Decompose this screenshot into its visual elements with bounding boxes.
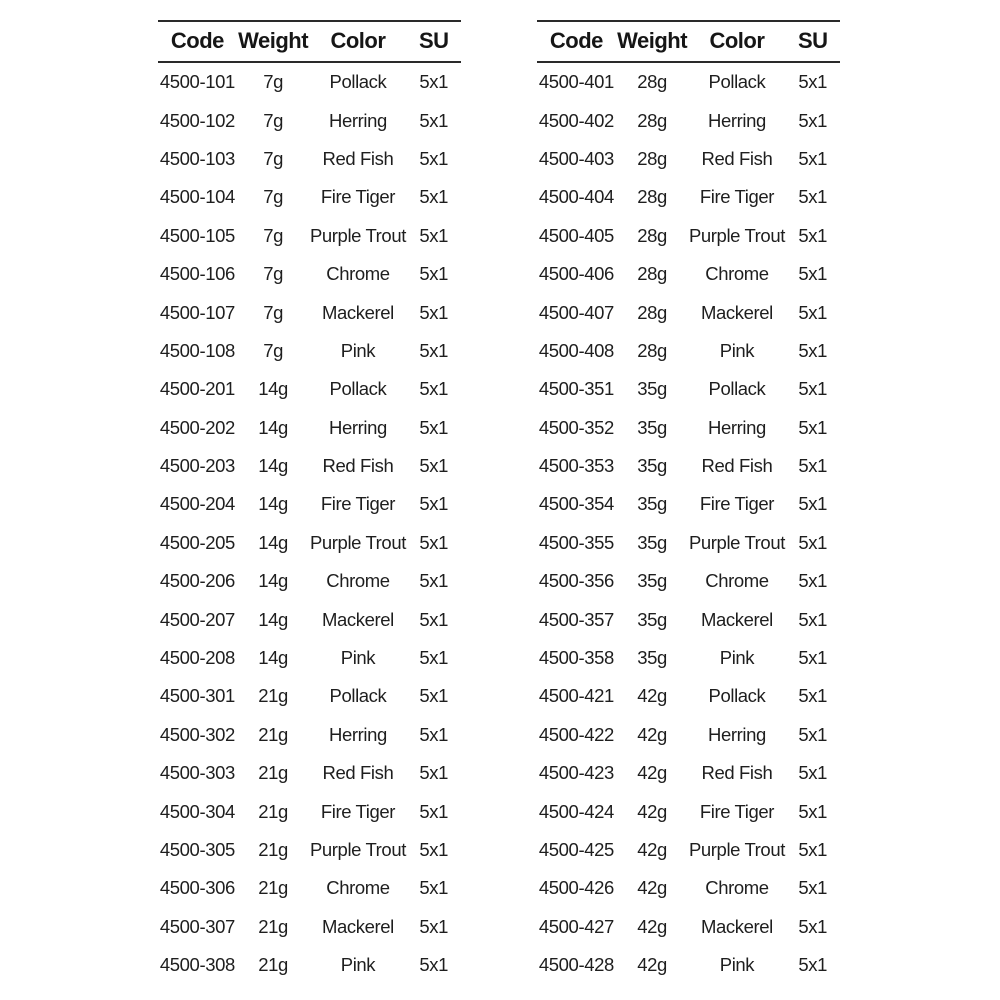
table-body-right: [537, 62, 840, 984]
weight-cell: 21g: [258, 915, 288, 937]
weight-cell: 28g: [637, 263, 667, 285]
table-row: [158, 754, 461, 792]
su-cell: 5x1: [798, 416, 828, 438]
color-cell: Pollack: [708, 378, 766, 400]
su-cell: 5x1: [798, 954, 828, 976]
color-cell: Fire Tiger: [699, 493, 775, 515]
color-cell: Red Fish: [701, 147, 773, 169]
weight-cell: 35g: [637, 378, 667, 400]
table-row: [158, 792, 461, 830]
color-cell: Pink: [340, 954, 376, 976]
su-cell: 5x1: [419, 800, 449, 822]
table-row: [158, 409, 461, 447]
table-row: [158, 140, 461, 178]
weight-cell: 28g: [637, 109, 667, 131]
table-row: [537, 447, 840, 485]
color-cell: Red Fish: [322, 147, 394, 169]
code-cell: 4500-108: [159, 339, 235, 361]
color-cell: Fire Tiger: [320, 186, 396, 208]
weight-cell: 42g: [637, 800, 667, 822]
su-cell: 5x1: [798, 762, 828, 784]
su-cell: 5x1: [419, 378, 449, 400]
code-cell: 4500-404: [538, 186, 614, 208]
color-cell: Red Fish: [322, 762, 394, 784]
code-cell: 4500-105: [159, 224, 235, 246]
spec-table-left: [158, 20, 461, 984]
code-cell: 4500-427: [538, 915, 614, 937]
su-cell: 5x1: [798, 877, 828, 899]
weight-cell: 28g: [637, 301, 667, 323]
code-cell: 4500-422: [538, 723, 614, 745]
color-cell: Mackerel: [701, 301, 773, 323]
color-cell: Mackerel: [322, 915, 394, 937]
code-cell: 4500-102: [159, 109, 235, 131]
su-cell: 5x1: [798, 570, 828, 592]
weight-cell: 7g: [263, 109, 284, 131]
col-header-weight: Weight: [617, 28, 688, 53]
table-row: [158, 485, 461, 523]
su-cell: 5x1: [419, 71, 449, 93]
weight-cell: 35g: [637, 493, 667, 515]
weight-cell: 7g: [263, 263, 284, 285]
table-row: [158, 639, 461, 677]
table-row: [158, 562, 461, 600]
su-cell: 5x1: [798, 531, 828, 553]
weight-cell: 35g: [637, 531, 667, 553]
color-cell: Purple Trout: [688, 531, 785, 553]
color-cell: Pink: [719, 647, 755, 669]
weight-cell: 7g: [263, 224, 284, 246]
su-cell: 5x1: [798, 839, 828, 860]
su-cell: 5x1: [798, 186, 828, 208]
color-cell: Mackerel: [322, 608, 394, 630]
code-cell: 4500-205: [159, 531, 235, 553]
code-cell: 4500-302: [159, 723, 235, 745]
table-body-left: [158, 62, 461, 984]
code-cell: 4500-357: [538, 608, 614, 630]
su-cell: 5x1: [419, 762, 449, 784]
weight-cell: 7g: [263, 186, 284, 208]
col-header-weight: Weight: [238, 28, 309, 53]
code-cell: 4500-307: [159, 915, 235, 937]
color-cell: Herring: [329, 416, 387, 438]
color-cell: Pink: [719, 954, 755, 976]
code-cell: 4500-425: [538, 839, 614, 860]
color-cell: Pollack: [329, 71, 387, 93]
color-cell: Pollack: [708, 685, 766, 707]
table-row: [537, 639, 840, 677]
table-row: [537, 946, 840, 984]
color-cell: Purple Trout: [688, 839, 785, 860]
color-cell: Purple Trout: [309, 224, 406, 246]
table-row: [158, 370, 461, 408]
weight-cell: 14g: [258, 416, 288, 438]
table-row: [158, 600, 461, 638]
weight-cell: 28g: [637, 224, 667, 246]
su-cell: 5x1: [419, 877, 449, 899]
color-cell: Mackerel: [322, 301, 394, 323]
code-cell: 4500-423: [538, 762, 614, 784]
code-cell: 4500-107: [159, 301, 235, 323]
su-cell: 5x1: [798, 647, 828, 669]
code-cell: 4500-204: [159, 493, 235, 515]
color-cell: Chrome: [705, 877, 769, 899]
color-cell: Pink: [340, 339, 376, 361]
color-cell: Purple Trout: [309, 839, 406, 860]
table-row: [537, 524, 840, 562]
code-cell: 4500-301: [159, 685, 235, 707]
table-row: [537, 831, 840, 869]
color-cell: Pollack: [329, 685, 387, 707]
table-row: [537, 869, 840, 907]
table-row: [158, 869, 461, 907]
weight-cell: 21g: [258, 800, 288, 822]
color-cell: Pollack: [708, 71, 766, 93]
weight-cell: 42g: [637, 915, 667, 937]
color-cell: Mackerel: [701, 608, 773, 630]
weight-cell: 7g: [263, 147, 284, 169]
table-row: [158, 217, 461, 255]
table-row: [158, 62, 461, 101]
code-cell: 4500-106: [159, 263, 235, 285]
color-cell: Herring: [329, 723, 387, 745]
su-cell: 5x1: [419, 109, 449, 131]
col-header-su: SU: [418, 28, 449, 53]
su-cell: 5x1: [419, 915, 449, 937]
weight-cell: 35g: [637, 608, 667, 630]
su-cell: 5x1: [419, 839, 449, 860]
su-cell: 5x1: [798, 301, 828, 323]
table-row: [537, 908, 840, 946]
color-cell: Fire Tiger: [320, 800, 396, 822]
su-cell: 5x1: [798, 800, 828, 822]
table-row: [158, 946, 461, 984]
weight-cell: 14g: [258, 378, 288, 400]
su-cell: 5x1: [798, 147, 828, 169]
code-cell: 4500-305: [159, 839, 235, 860]
table-row: [158, 332, 461, 370]
weight-cell: 21g: [258, 685, 288, 707]
table-row: [158, 908, 461, 946]
su-cell: 5x1: [798, 71, 828, 93]
color-cell: Pollack: [329, 378, 387, 400]
table-row: [537, 485, 840, 523]
code-cell: 4500-407: [538, 301, 614, 323]
table-row: [537, 716, 840, 754]
table-row: [537, 101, 840, 139]
weight-cell: 42g: [637, 839, 667, 860]
weight-cell: 28g: [637, 339, 667, 361]
color-cell: Pink: [340, 647, 376, 669]
weight-cell: 35g: [637, 647, 667, 669]
su-cell: 5x1: [798, 493, 828, 515]
table-row: [537, 754, 840, 792]
code-cell: 4500-103: [159, 147, 235, 169]
su-cell: 5x1: [798, 224, 828, 246]
table-row: [537, 562, 840, 600]
weight-cell: 21g: [258, 954, 288, 976]
table-row: [158, 831, 461, 869]
su-cell: 5x1: [419, 570, 449, 592]
weight-cell: 35g: [637, 570, 667, 592]
weight-cell: 21g: [258, 723, 288, 745]
su-cell: 5x1: [798, 723, 828, 745]
weight-cell: 28g: [637, 186, 667, 208]
table-row: [158, 677, 461, 715]
weight-cell: 28g: [637, 147, 667, 169]
table-row: [158, 255, 461, 293]
color-cell: Fire Tiger: [699, 186, 775, 208]
table-row: [537, 600, 840, 638]
color-cell: Chrome: [705, 570, 769, 592]
su-cell: 5x1: [419, 647, 449, 669]
su-cell: 5x1: [419, 186, 449, 208]
color-cell: Fire Tiger: [320, 493, 396, 515]
su-cell: 5x1: [798, 378, 828, 400]
code-cell: 4500-208: [159, 647, 235, 669]
weight-cell: 7g: [263, 71, 284, 93]
su-cell: 5x1: [419, 416, 449, 438]
color-cell: Herring: [329, 109, 387, 131]
su-cell: 5x1: [798, 263, 828, 285]
weight-cell: 42g: [637, 762, 667, 784]
code-cell: 4500-203: [159, 455, 235, 477]
code-cell: 4500-206: [159, 570, 235, 592]
weight-cell: 42g: [637, 877, 667, 899]
code-cell: 4500-306: [159, 877, 235, 899]
weight-cell: 21g: [258, 877, 288, 899]
weight-cell: 14g: [258, 493, 288, 515]
color-cell: Chrome: [705, 263, 769, 285]
code-cell: 4500-202: [159, 416, 235, 438]
su-cell: 5x1: [419, 301, 449, 323]
code-cell: 4500-402: [538, 109, 614, 131]
table-row: [537, 370, 840, 408]
col-header-color: Color: [330, 28, 386, 53]
weight-cell: 42g: [637, 954, 667, 976]
table-row: [158, 101, 461, 139]
color-cell: Chrome: [326, 263, 390, 285]
weight-cell: 7g: [263, 339, 284, 361]
su-cell: 5x1: [419, 147, 449, 169]
su-cell: 5x1: [798, 455, 828, 477]
weight-cell: 42g: [637, 685, 667, 707]
code-cell: 4500-405: [538, 224, 614, 246]
su-cell: 5x1: [419, 531, 449, 553]
code-cell: 4500-354: [538, 493, 614, 515]
table-row: [537, 217, 840, 255]
color-cell: Purple Trout: [688, 224, 785, 246]
weight-cell: 7g: [263, 301, 284, 323]
color-cell: Red Fish: [322, 455, 394, 477]
weight-cell: 21g: [258, 762, 288, 784]
color-cell: Herring: [708, 109, 766, 131]
table-row: [537, 140, 840, 178]
code-cell: 4500-424: [538, 800, 614, 822]
code-cell: 4500-303: [159, 762, 235, 784]
su-cell: 5x1: [419, 224, 449, 246]
code-cell: 4500-104: [159, 186, 235, 208]
code-cell: 4500-428: [538, 954, 614, 976]
table-row: [158, 447, 461, 485]
color-cell: Herring: [708, 723, 766, 745]
col-header-code: Code: [549, 28, 603, 53]
su-cell: 5x1: [419, 954, 449, 976]
table-header-row: [537, 21, 840, 62]
table-row: [158, 293, 461, 331]
color-cell: Red Fish: [701, 455, 773, 477]
color-cell: Herring: [708, 416, 766, 438]
weight-cell: 35g: [637, 455, 667, 477]
table-row: [158, 178, 461, 216]
table-header-row: [158, 21, 461, 62]
code-cell: 4500-408: [538, 339, 614, 361]
su-cell: 5x1: [419, 685, 449, 707]
table-row: [537, 409, 840, 447]
weight-cell: 42g: [637, 723, 667, 745]
code-cell: 4500-308: [159, 954, 235, 976]
color-cell: Purple Trout: [309, 531, 406, 553]
su-cell: 5x1: [798, 339, 828, 361]
code-cell: 4500-353: [538, 455, 614, 477]
code-cell: 4500-351: [538, 378, 614, 400]
color-cell: Pink: [719, 339, 755, 361]
code-cell: 4500-401: [538, 71, 614, 93]
weight-cell: 14g: [258, 531, 288, 553]
color-cell: Red Fish: [701, 762, 773, 784]
color-cell: Chrome: [326, 570, 390, 592]
color-cell: Chrome: [326, 877, 390, 899]
weight-cell: 14g: [258, 608, 288, 630]
su-cell: 5x1: [419, 608, 449, 630]
code-cell: 4500-352: [538, 416, 614, 438]
su-cell: 5x1: [419, 263, 449, 285]
table-row: [158, 524, 461, 562]
code-cell: 4500-101: [159, 71, 235, 93]
code-cell: 4500-358: [538, 647, 614, 669]
weight-cell: 14g: [258, 455, 288, 477]
col-header-color: Color: [709, 28, 765, 53]
color-cell: Fire Tiger: [699, 800, 775, 822]
code-cell: 4500-304: [159, 800, 235, 822]
col-header-su: SU: [797, 28, 828, 53]
table-row: [537, 178, 840, 216]
table-row: [537, 332, 840, 370]
spec-table-right: [537, 20, 840, 984]
su-cell: 5x1: [798, 109, 828, 131]
su-cell: 5x1: [798, 685, 828, 707]
code-cell: 4500-426: [538, 877, 614, 899]
table-row: [537, 293, 840, 331]
table-row: [158, 716, 461, 754]
su-cell: 5x1: [798, 608, 828, 630]
code-cell: 4500-201: [159, 378, 235, 400]
su-cell: 5x1: [419, 339, 449, 361]
code-cell: 4500-207: [159, 608, 235, 630]
table-row: [537, 255, 840, 293]
weight-cell: 28g: [637, 71, 667, 93]
table-row: [537, 62, 840, 101]
weight-cell: 35g: [637, 416, 667, 438]
color-cell: Mackerel: [701, 915, 773, 937]
col-header-code: Code: [170, 28, 224, 53]
code-cell: 4500-406: [538, 263, 614, 285]
code-cell: 4500-355: [538, 531, 614, 553]
weight-cell: 14g: [258, 647, 288, 669]
weight-cell: 21g: [258, 839, 288, 860]
su-cell: 5x1: [419, 455, 449, 477]
code-cell: 4500-403: [538, 147, 614, 169]
su-cell: 5x1: [798, 915, 828, 937]
su-cell: 5x1: [419, 723, 449, 745]
table-row: [537, 677, 840, 715]
weight-cell: 14g: [258, 570, 288, 592]
su-cell: 5x1: [419, 493, 449, 515]
code-cell: 4500-356: [538, 570, 614, 592]
code-cell: 4500-421: [538, 685, 614, 707]
table-row: [537, 792, 840, 830]
